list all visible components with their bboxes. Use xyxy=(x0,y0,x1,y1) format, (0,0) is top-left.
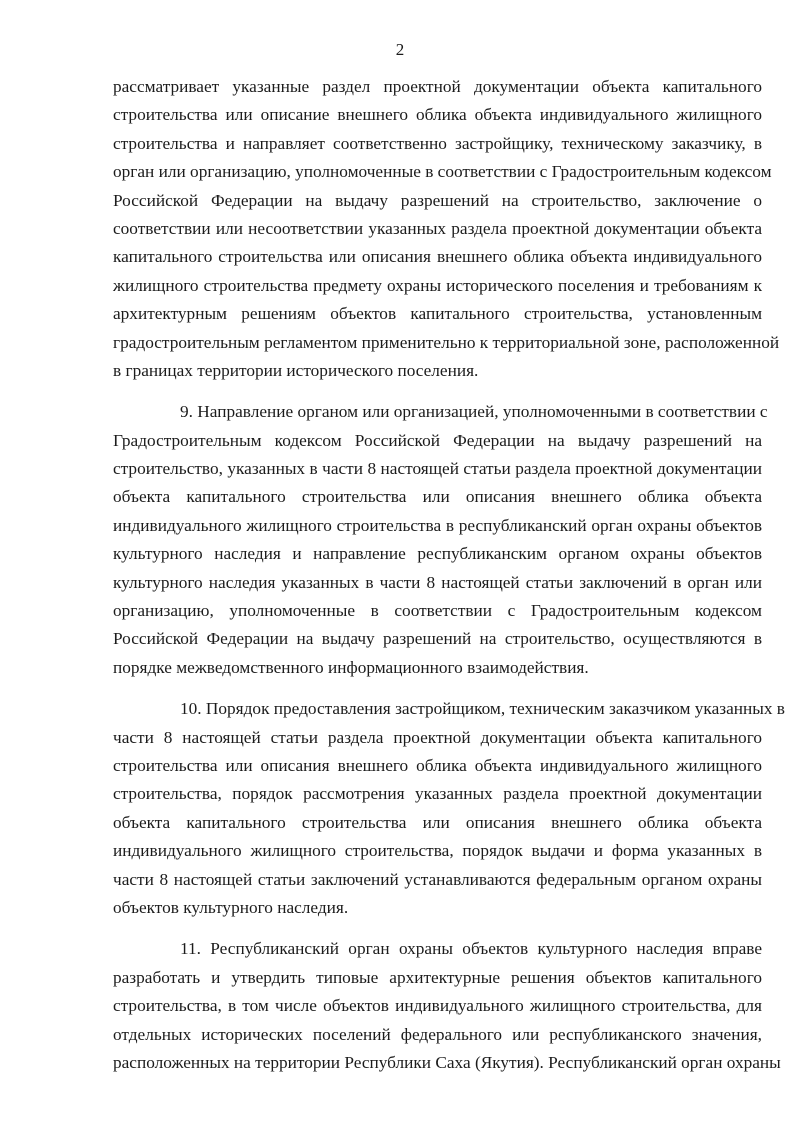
text-line: жилищного строительства предмету охраны исторического поселения и требованиям к xyxy=(113,275,762,295)
text-line: объектов культурного наследия. xyxy=(113,897,349,917)
text-line: в границах территории исторического поселения. xyxy=(113,360,479,380)
text-line: градостроительным регламентом применительно к территориальной зоне, расположенной xyxy=(113,332,780,352)
text-line: части 8 настоящей статьи заключений устанавливаются федеральным органом охраны xyxy=(113,869,762,889)
text-line: Российской Федерации на выдачу разрешений на строительство, заключение о xyxy=(113,190,762,210)
text-line: капитального строительства или описания внешнего облика объекта индивидуального xyxy=(113,247,762,267)
text-line: орган или организацию, уполномоченные в соответствии с Градостроительным кодексом xyxy=(113,162,772,182)
text-line: 9. Направление органом или организацией, уполномоченными в соответствии с xyxy=(180,402,768,422)
text-line: соответствии или несоответствии указанных раздела проектной документации объекта xyxy=(113,218,762,238)
document-body xyxy=(113,73,785,1090)
text-line: Российской Федерации на выдачу разрешений на строительство, осуществляются в xyxy=(113,629,762,649)
paragraph xyxy=(113,935,781,1077)
text-line: строительства, в том числе объектов индивидуального жилищного строительства, для xyxy=(113,996,762,1016)
text-line: части 8 настоящей статьи раздела проектной документации объекта капитального xyxy=(113,727,762,747)
text-line: Градостроительным кодексом Российской Федерации на выдачу разрешений на xyxy=(113,430,762,450)
text-line: строительства или описания внешнего облика объекта индивидуального жилищного xyxy=(113,755,762,775)
text-line: разработать и утвердить типовые архитектурные решения объектов капитального xyxy=(113,967,762,987)
paragraph xyxy=(113,73,780,385)
text-line: строительство, указанных в части 8 настоящей статьи раздела проектной документации xyxy=(113,459,762,479)
text-line: объекта капитального строительства или описания внешнего облика объекта xyxy=(113,812,762,832)
text-line: отдельных исторических поселений федерального или республиканского значения, xyxy=(113,1024,762,1044)
text-line: рассматривает указанные раздел проектной документации объекта капитального xyxy=(113,77,762,96)
text-line: объекта капитального строительства или описания внешнего облика объекта xyxy=(113,487,762,507)
text-line: архитектурным решениям объектов капитального строительства, установленным xyxy=(113,304,762,324)
text-line: 10. Порядок предоставления застройщиком, техническим заказчиком указанных в xyxy=(180,699,785,719)
text-line: порядке межведомственного информационного взаимодействия. xyxy=(113,657,589,677)
text-line: культурного наследия указанных в части 8 настоящей статьи заключений в орган или xyxy=(113,572,762,592)
paragraph xyxy=(113,695,785,922)
text-line: строительства, порядок рассмотрения указанных раздела проектной документации xyxy=(113,784,762,804)
text-line: индивидуального жилищного строительства, порядок выдачи и форма указанных в xyxy=(113,841,762,861)
text-line: культурного наследия и направление республиканским органом охраны объектов xyxy=(113,544,762,564)
text-line: расположенных на территории Республики Саха (Якутия). Республиканский орган охраны xyxy=(113,1052,781,1072)
text-line: организацию, уполномоченные в соответствии с Градостроительным кодексом xyxy=(113,601,762,621)
text-line: строительства или описание внешнего облика объекта индивидуального жилищного xyxy=(113,105,762,125)
text-line: 11. Республиканский орган охраны объектов культурного наследия вправе xyxy=(180,939,762,959)
text-line: индивидуального жилищного строительства в республиканский орган охраны объектов xyxy=(113,515,762,535)
paragraph xyxy=(113,398,768,682)
text-line: строительства и направляет соответственно застройщику, техническому заказчику, в xyxy=(113,133,762,153)
page-number: 2 xyxy=(395,40,405,59)
